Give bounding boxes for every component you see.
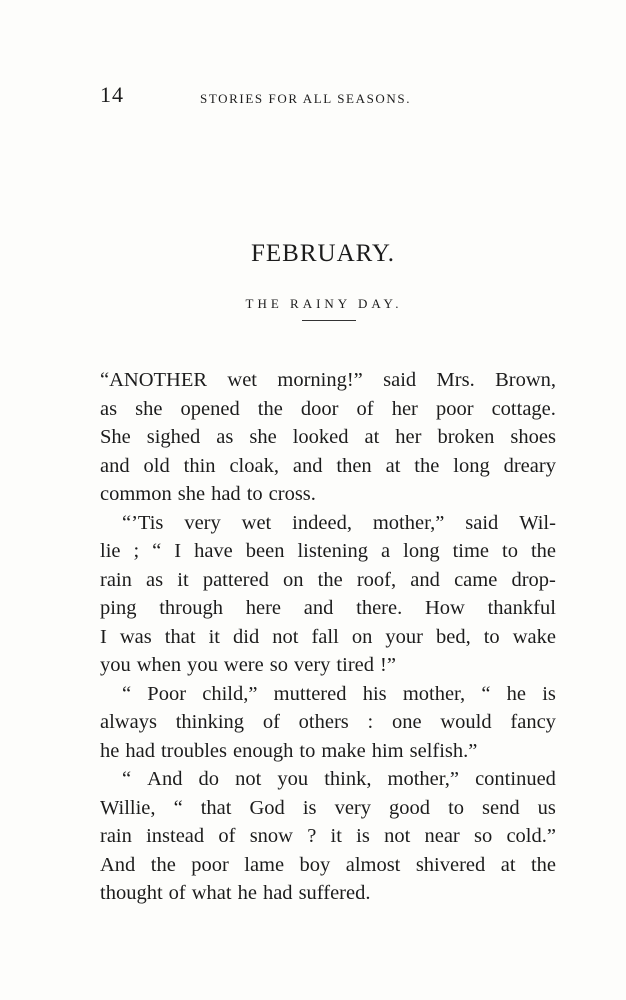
text-line: common she had to cross. [100, 483, 316, 505]
text-line: as she opened the door of her poor cottage. [100, 397, 556, 420]
text-line: “’Tis very wet indeed, mother,” said Wil- [122, 511, 556, 534]
text-line: I was that it did not fall on your bed, to wake [100, 625, 556, 648]
text-line: She sighed as she looked at her broken shoes [100, 426, 556, 448]
text-line: he had troubles enough to make him selfish.” [100, 739, 478, 762]
text-line: “ Poor child,” muttered his mother, “ he is [122, 682, 556, 705]
text-line: “ANOTHER wet morning!” said Mrs. Brown, [100, 369, 556, 391]
text-line: rain as it pattered on the roof, and came drop- [100, 568, 556, 591]
page-number: 14 [100, 82, 124, 107]
text-line: Willie, “ that God is very good to send us [100, 796, 556, 819]
chapter-title: FEBRUARY. [250, 240, 395, 267]
text-line: and old thin cloak, and then at the long dreary [100, 454, 556, 477]
running-head: STORIES FOR ALL SEASONS. [200, 91, 412, 106]
text-line: ping through here and there. How thankful [100, 597, 556, 619]
text-line: rain instead of snow ? it is not near so cold.” [100, 825, 556, 847]
text-line: “ And do not you think, mother,” continued [122, 768, 556, 790]
chapter-subtitle: THE RAINY DAY. [245, 296, 403, 311]
text-line: And the poor lame boy almost shivered at the [100, 853, 556, 876]
text-line: thought of what he had suffered. [100, 882, 371, 904]
page-header [100, 82, 556, 110]
text-line: you when you were so very tired !” [100, 654, 396, 676]
text-line: always thinking of others : one would fancy [100, 711, 556, 733]
body-text [100, 366, 556, 908]
title-rule [302, 320, 356, 321]
text-line: lie ; “ I have been listening a long time to the [100, 540, 556, 562]
